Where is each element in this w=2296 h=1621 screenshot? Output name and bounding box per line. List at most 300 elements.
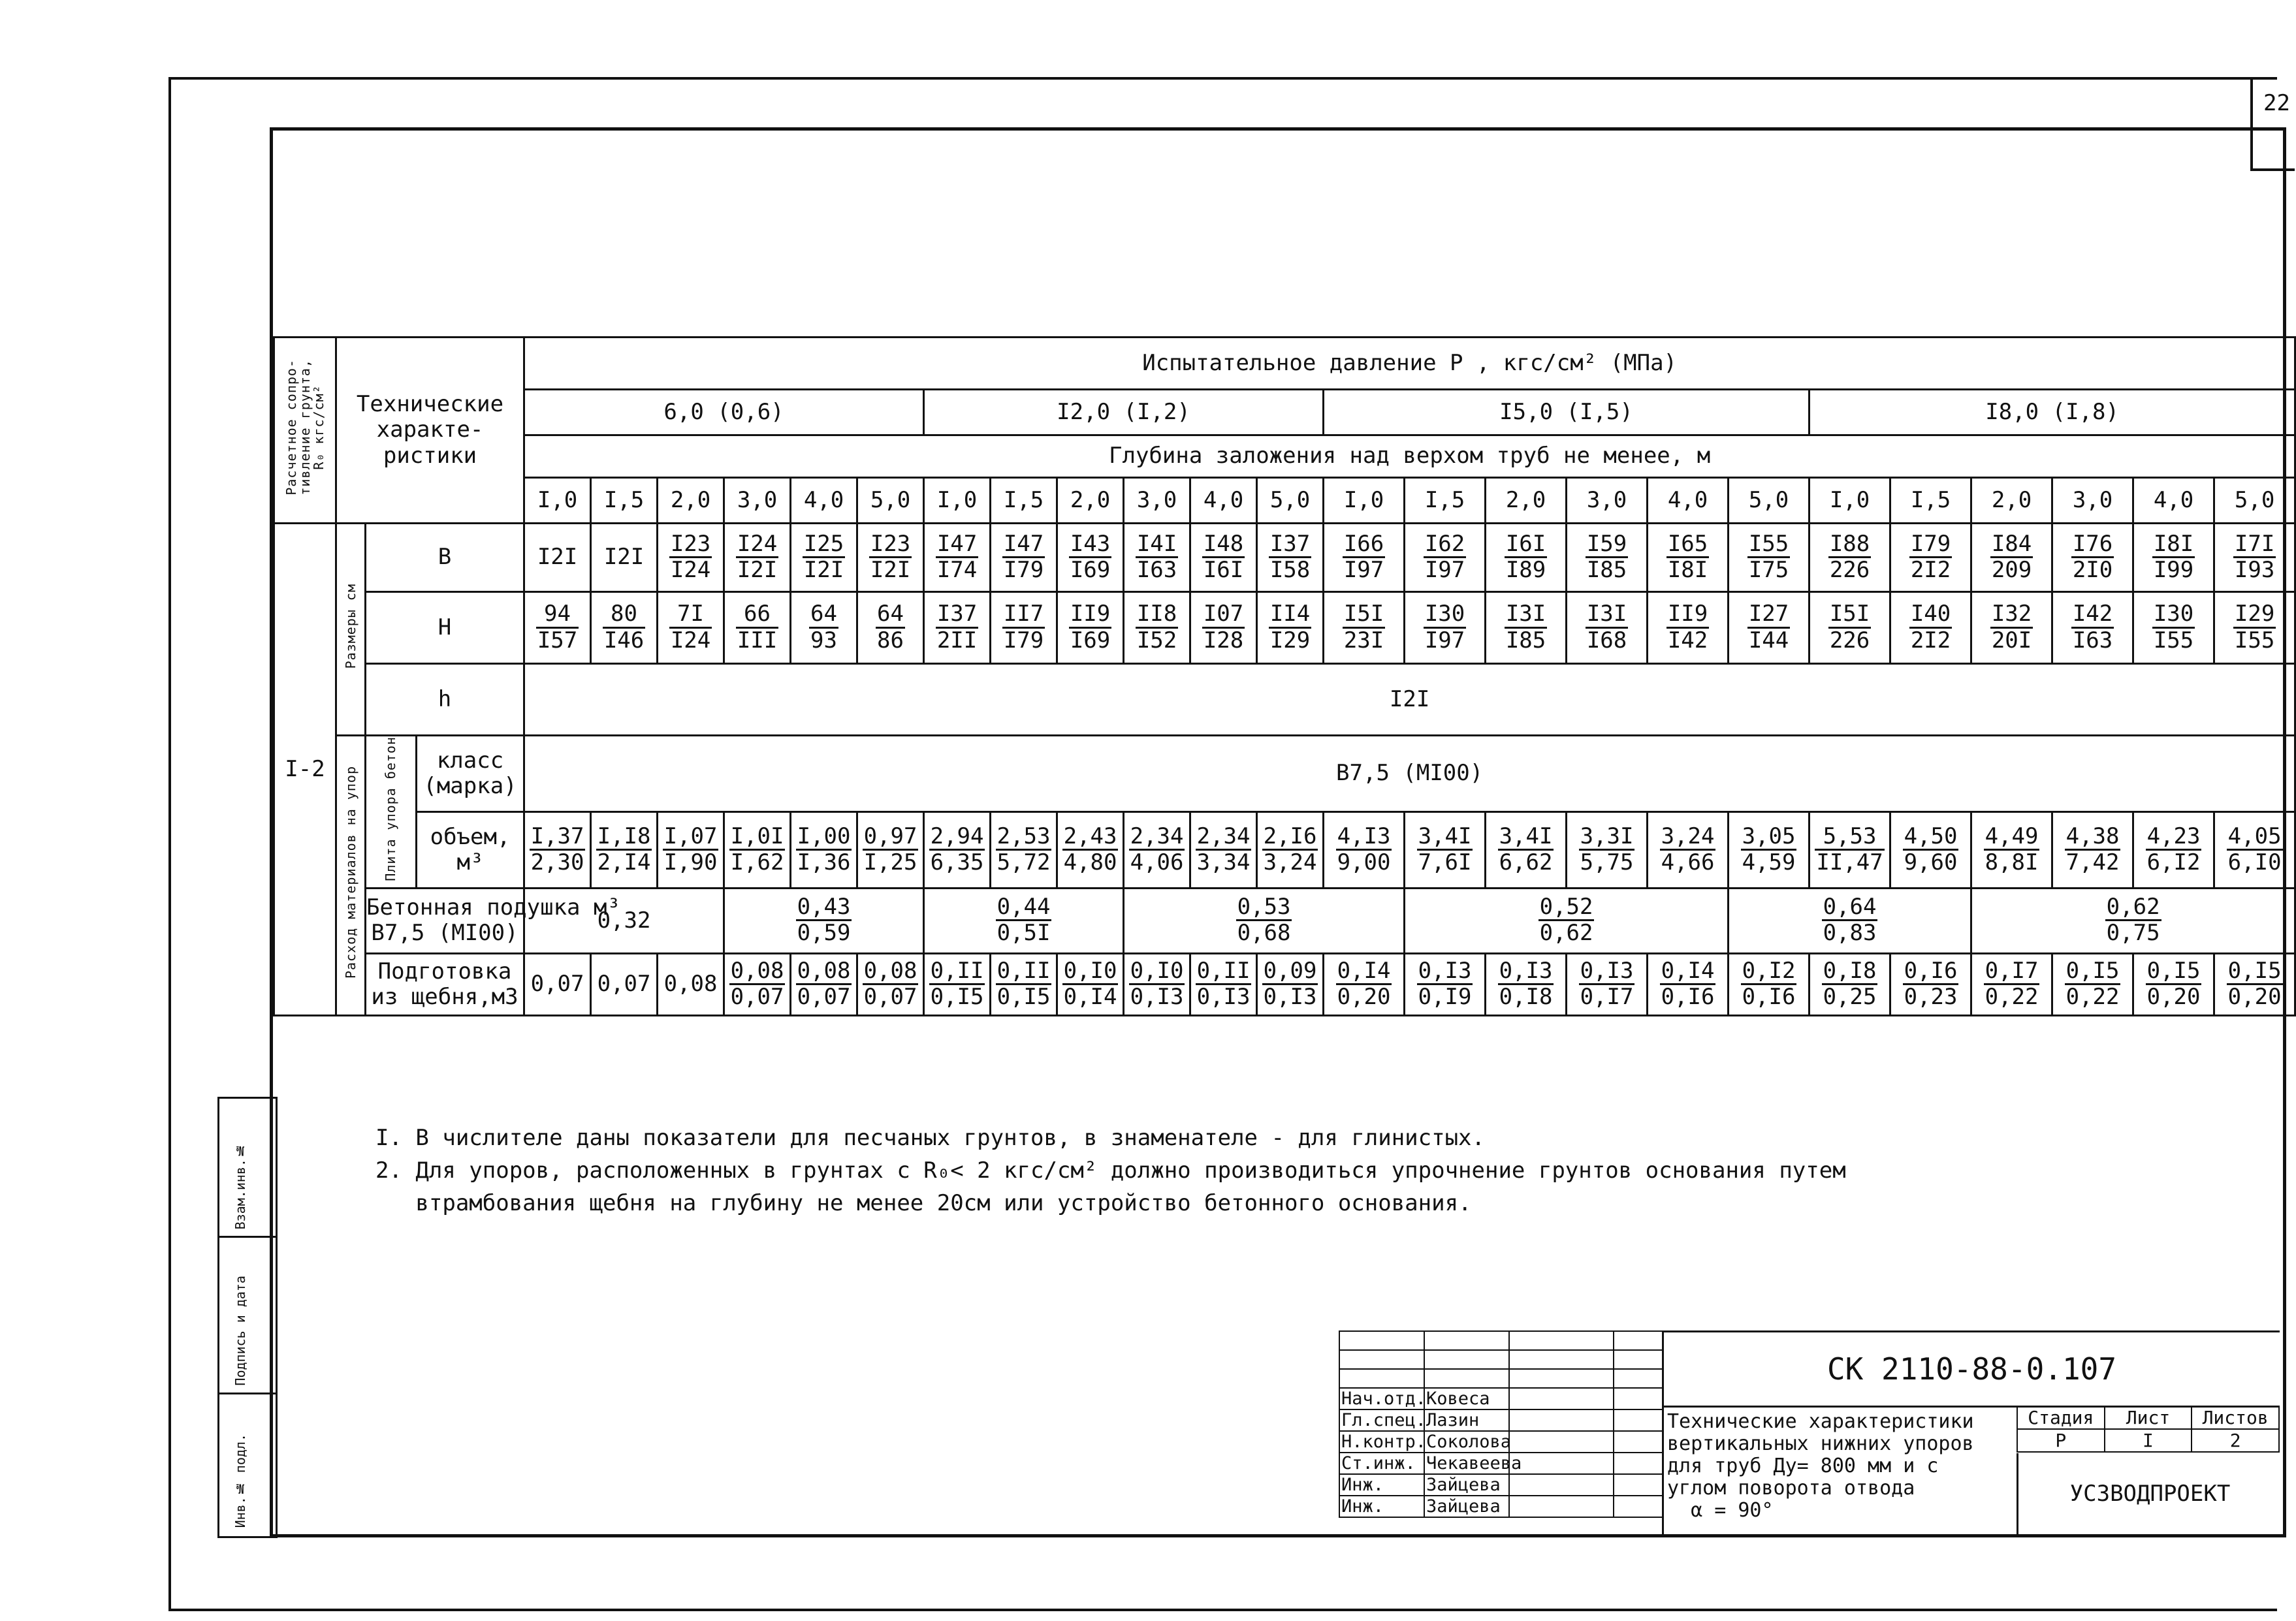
denominator: I,25 <box>863 849 917 875</box>
numerator: 0,I2 <box>1741 959 1797 985</box>
pressure-group-3: I8,0 (I,8) <box>1810 390 2295 435</box>
numerator: I,I8 <box>596 825 652 851</box>
depth-title: Глубина заложения над верхом труб не менее, м <box>524 435 2295 478</box>
fraction <box>1909 532 1952 583</box>
stamp-date <box>1614 1453 1663 1474</box>
denominator: 0,23 <box>1904 983 1958 1010</box>
stage-sheet-table <box>2017 1406 2280 1453</box>
denominator: 2II <box>936 627 978 653</box>
stamp-blank <box>1424 1369 1509 1388</box>
stamp-date <box>1614 1474 1663 1496</box>
materials-group <box>336 736 366 1016</box>
denominator: 0,62 <box>1539 920 1593 947</box>
denominator: I42 <box>1667 627 1708 653</box>
fraction <box>936 602 978 653</box>
numerator: 2,43 <box>1062 825 1119 851</box>
stamp-name: Лазин <box>1424 1409 1509 1431</box>
fraction <box>1202 602 1245 653</box>
numerator: 94 <box>536 602 579 628</box>
numerator: 0,I5 <box>2065 959 2121 985</box>
denominator: I93 <box>2234 557 2275 584</box>
denominator: 0,I6 <box>1742 983 1796 1010</box>
H-cell-8 <box>1057 592 1124 664</box>
B-cell-17 <box>1729 524 1810 592</box>
denominator: 0,20 <box>1337 983 1391 1010</box>
numerator: I25 <box>803 532 845 558</box>
depth-21: 3,0 <box>2052 478 2133 524</box>
table-row <box>274 592 2295 664</box>
gravel-cell-18 <box>1810 953 1890 1015</box>
numerator: I66 <box>1343 532 1385 558</box>
fraction <box>736 602 778 653</box>
B-cell-12 <box>1324 524 1405 592</box>
bedding-cell-6 <box>1971 888 2295 953</box>
fraction <box>1424 602 1466 653</box>
gravel-cell-10 <box>1190 953 1257 1015</box>
numerator: II9 <box>1069 602 1111 628</box>
stamp-signature <box>1509 1496 1614 1517</box>
numerator: I29 <box>2233 602 2276 628</box>
denominator: 23I <box>1343 627 1384 653</box>
fraction <box>1269 602 1311 653</box>
numerator: 0,II <box>1196 959 1252 985</box>
depth-5: 5,0 <box>857 478 924 524</box>
H-cell-13 <box>1405 592 1486 664</box>
sheets-label: Листов <box>2192 1406 2279 1429</box>
numerator: 0,97 <box>863 825 919 851</box>
depth-23: 5,0 <box>2214 478 2295 524</box>
denominator: I46 <box>603 627 645 653</box>
fraction <box>1747 532 1790 583</box>
fraction <box>729 959 786 1010</box>
H-cell-1 <box>591 592 658 664</box>
B-cell-8 <box>1057 524 1124 592</box>
denominator: 9,60 <box>1904 849 1958 875</box>
H-cell-15 <box>1567 592 1648 664</box>
H-cell-7 <box>991 592 1057 664</box>
numerator: I5I <box>1828 602 1871 628</box>
denominator: 4,80 <box>1063 849 1117 875</box>
notes <box>375 1122 1846 1220</box>
volume-cell-7 <box>991 811 1057 888</box>
denominator: 226 <box>1829 557 1870 584</box>
fraction <box>1666 602 1709 653</box>
numerator: 5,53 <box>1815 825 1884 851</box>
depth-17: 5,0 <box>1729 478 1810 524</box>
fraction <box>996 895 1052 946</box>
numerator: I59 <box>1586 532 1628 558</box>
note-3: втрамбования щебня на глубину не менее 20см или устройство бетонного основания. <box>375 1190 1472 1216</box>
depth-22: 4,0 <box>2133 478 2214 524</box>
B-cell-4 <box>791 524 857 592</box>
denominator: 20I <box>1991 627 2032 653</box>
denominator: I97 <box>1343 557 1384 584</box>
numerator: I30 <box>1424 602 1466 628</box>
H-cell-22 <box>2133 592 2214 664</box>
fraction <box>1129 825 1185 875</box>
denominator: I58 <box>1269 557 1311 584</box>
numerator: 4,05 <box>2227 825 2283 851</box>
denominator: II,47 <box>1816 849 1883 875</box>
gravel-cell-2: 0,08 <box>658 953 724 1015</box>
numerator: I,37 <box>530 825 586 851</box>
numerator: 2,34 <box>1129 825 1185 851</box>
numerator: 0,08 <box>863 959 919 985</box>
volume-cell-9 <box>1124 811 1190 888</box>
depth-8: 2,0 <box>1057 478 1124 524</box>
tech-header: Технические характе- ристики <box>336 338 524 524</box>
fraction <box>1417 825 1473 875</box>
stamp-signature <box>1509 1431 1614 1453</box>
side-label-inventory: Инв.№ подл. <box>232 1433 248 1528</box>
fraction <box>2152 532 2195 583</box>
numerator: I88 <box>1828 532 1871 558</box>
numerator: 4,I3 <box>1336 825 1392 851</box>
numerator: I8I <box>2152 532 2195 558</box>
gravel-cell-15 <box>1567 953 1648 1015</box>
fraction <box>863 959 919 1010</box>
denominator: 209 <box>1991 557 2032 584</box>
fraction <box>996 825 1052 875</box>
fraction <box>2227 959 2283 1010</box>
stage-value: Р <box>2017 1429 2105 1452</box>
denominator: I28 <box>1203 627 1244 653</box>
denominator: 0,I7 <box>1580 983 1634 1010</box>
fraction <box>1984 825 2040 875</box>
gravel-cell-17 <box>1729 953 1810 1015</box>
fraction <box>1903 825 1959 875</box>
side-strip <box>217 1097 278 1538</box>
denominator: 5,75 <box>1580 849 1634 875</box>
fraction <box>1196 959 1252 1010</box>
document-code: СК 2110-88-0.107 <box>1664 1332 2280 1408</box>
bedding-cell-1 <box>724 888 924 953</box>
volume-cell-8 <box>1057 811 1124 888</box>
denominator: 6,35 <box>930 849 984 875</box>
numerator: I6I <box>1505 532 1547 558</box>
stamp-date <box>1614 1431 1663 1453</box>
denominator: 2I2 <box>1910 627 1951 653</box>
depth-7: I,5 <box>991 478 1057 524</box>
stage-label: Стадия <box>2017 1406 2105 1429</box>
organization: УСЗВОДПРОЕКТ <box>2017 1453 2282 1535</box>
volume-cell-22 <box>2133 811 2214 888</box>
gravel-cell-20 <box>1971 953 2052 1015</box>
volume-cell-15 <box>1567 811 1648 888</box>
h-value: I2I <box>524 664 2295 736</box>
volume-cell-5 <box>857 811 924 888</box>
fraction <box>729 825 786 875</box>
fraction <box>869 532 912 583</box>
fraction <box>1579 825 1635 875</box>
fraction <box>596 825 652 875</box>
table-row <box>274 811 2295 888</box>
numerator: 3,4I <box>1417 825 1473 851</box>
numerator: I4I <box>1136 532 1178 558</box>
numerator: 0,08 <box>729 959 786 985</box>
B-cell-22 <box>2133 524 2214 592</box>
H-cell-19 <box>1890 592 1971 664</box>
numerator: I42 <box>2071 602 2114 628</box>
sheet-value: I <box>2105 1429 2192 1452</box>
table-row <box>274 478 2295 524</box>
fraction <box>1666 532 1709 583</box>
volume-cell-23 <box>2214 811 2295 888</box>
gravel-cell-11 <box>1257 953 1324 1015</box>
denominator: I24 <box>670 627 711 653</box>
fraction <box>1069 602 1111 653</box>
fraction <box>663 825 719 875</box>
stamp-date <box>1614 1388 1663 1409</box>
denominator: 6,62 <box>1499 849 1553 875</box>
numerator: 4,38 <box>2065 825 2121 851</box>
gravel-cell-13 <box>1405 953 1486 1015</box>
volume-cell-14 <box>1486 811 1567 888</box>
numerator: 0,II <box>996 959 1052 985</box>
fraction <box>1336 825 1392 875</box>
numerator: 2,53 <box>996 825 1052 851</box>
table-row <box>274 338 2295 390</box>
side-label-signature: Подпись и дата <box>232 1276 248 1386</box>
numerator: 0,I4 <box>1336 959 1392 985</box>
materials-group-text: Расход материалов на упор <box>342 766 359 979</box>
fraction <box>603 602 645 653</box>
fraction <box>1539 895 1595 946</box>
row-label-h: h <box>366 664 524 736</box>
side-cell-signature <box>219 1236 276 1394</box>
fraction <box>2065 825 2121 875</box>
volume-cell-11 <box>1257 811 1324 888</box>
denominator: 0,I5 <box>930 983 984 1010</box>
fraction <box>1741 825 1797 875</box>
gravel-cell-14 <box>1486 953 1567 1015</box>
numerator: I,00 <box>796 825 852 851</box>
numerator: II8 <box>1136 602 1178 628</box>
gravel-cell-4 <box>791 953 857 1015</box>
volume-cell-20 <box>1971 811 2052 888</box>
denominator: 0,20 <box>2227 983 2282 1010</box>
B-cell-6 <box>924 524 991 592</box>
denominator: I69 <box>1070 627 1111 653</box>
numerator: 3,24 <box>1660 825 1716 851</box>
denominator: 0,I6 <box>1661 983 1715 1010</box>
numerator: I40 <box>1909 602 1952 628</box>
numerator: 64 <box>876 602 905 628</box>
pressure-group-0: 6,0 (0,6) <box>524 390 924 435</box>
numerator: I37 <box>1269 532 1311 558</box>
fraction <box>1903 959 1959 1010</box>
B-cell-3 <box>724 524 791 592</box>
numerator: 0,08 <box>796 959 852 985</box>
H-cell-17 <box>1729 592 1810 664</box>
denominator: 0,5I <box>997 920 1051 947</box>
denominator: I8I <box>1667 557 1708 584</box>
sheets-value: 2 <box>2192 1429 2279 1452</box>
volume-cell-19 <box>1890 811 1971 888</box>
denominator: I6I <box>1203 557 1244 584</box>
fraction <box>669 532 712 583</box>
fraction <box>1505 602 1547 653</box>
depth-11: 5,0 <box>1257 478 1324 524</box>
denominator: I85 <box>1505 627 1546 653</box>
denominator: I52 <box>1136 627 1177 653</box>
denominator: 4,06 <box>1130 849 1184 875</box>
bedding-cell-4 <box>1405 888 1729 953</box>
volume-cell-0 <box>524 811 591 888</box>
gravel-cell-7 <box>991 953 1057 1015</box>
fraction <box>2071 602 2114 653</box>
stamp-blank <box>1424 1331 1509 1350</box>
gravel-cell-21 <box>2052 953 2133 1015</box>
numerator: 0,52 <box>1539 895 1595 921</box>
stamp-signature <box>1509 1453 1614 1474</box>
table-row <box>274 888 2295 953</box>
numerator: 3,05 <box>1741 825 1797 851</box>
bedding-cell-5 <box>1729 888 1971 953</box>
depth-10: 4,0 <box>1190 478 1257 524</box>
numerator: 0,I8 <box>1822 959 1878 985</box>
stamp-blank <box>1509 1369 1614 1388</box>
bedding-cell-3 <box>1124 888 1405 953</box>
numerator: 3,3I <box>1579 825 1635 851</box>
numerator: 0,I7 <box>1984 959 2040 985</box>
resistance-header <box>274 338 336 524</box>
denominator: 2I2 <box>1910 557 1951 584</box>
denominator: I79 <box>1003 557 1044 584</box>
depth-4: 4,0 <box>791 478 857 524</box>
fraction <box>1822 959 1878 1010</box>
denominator: I69 <box>1070 557 1111 584</box>
denominator: I63 <box>1136 557 1177 584</box>
B-cell-1: I2I <box>591 524 658 592</box>
B-cell-18 <box>1810 524 1890 592</box>
denominator: 3,34 <box>1196 849 1251 875</box>
denominator: 8,8I <box>1985 849 2039 875</box>
fraction <box>1828 532 1871 583</box>
fraction <box>1002 602 1045 653</box>
gravel-cell-3 <box>724 953 791 1015</box>
depth-0: I,0 <box>524 478 591 524</box>
H-cell-14 <box>1486 592 1567 664</box>
stamp-signature <box>1509 1474 1614 1496</box>
volume-cell-17 <box>1729 811 1810 888</box>
stamp-role: Ст.инж. <box>1339 1453 1424 1474</box>
B-cell-14 <box>1486 524 1567 592</box>
stamp-date <box>1614 1409 1663 1431</box>
fraction <box>1002 532 1045 583</box>
H-cell-0 <box>524 592 591 664</box>
volume-cell-21 <box>2052 811 2133 888</box>
H-cell-23 <box>2214 592 2295 664</box>
stamp-blank <box>1424 1350 1509 1369</box>
volume-cell-3 <box>724 811 791 888</box>
table-row <box>274 664 2295 736</box>
denominator: 7,42 <box>2065 849 2120 875</box>
table-row <box>274 435 2295 478</box>
denominator: 0,I3 <box>1263 983 1317 1010</box>
fraction <box>2146 825 2202 875</box>
denominator: 5,72 <box>997 849 1051 875</box>
B-cell-16 <box>1648 524 1729 592</box>
fraction <box>1202 532 1245 583</box>
volume-cell-4 <box>791 811 857 888</box>
row-label-H: H <box>366 592 524 664</box>
denominator: I74 <box>936 557 978 584</box>
denominator: I2I <box>870 557 911 584</box>
denominator: 0,I4 <box>1063 983 1117 1010</box>
volume-cell-16 <box>1648 811 1729 888</box>
H-cell-20 <box>1971 592 2052 664</box>
B-cell-9 <box>1124 524 1190 592</box>
denominator: 0,22 <box>2065 983 2120 1010</box>
numerator: 4,49 <box>1984 825 2040 851</box>
numerator: 0,I3 <box>1579 959 1635 985</box>
denominator: 0,75 <box>2106 920 2160 947</box>
fraction <box>1828 602 1871 653</box>
depth-12: I,0 <box>1324 478 1405 524</box>
soil-value: I-2 <box>274 524 336 1016</box>
gravel-cell-9 <box>1124 953 1190 1015</box>
fraction <box>1990 602 2033 653</box>
depth-18: I,0 <box>1810 478 1890 524</box>
numerator: 0,43 <box>796 895 852 921</box>
denominator: I2I <box>803 557 844 584</box>
numerator: 0,44 <box>996 895 1052 921</box>
fraction <box>1660 959 1716 1010</box>
fraction <box>2227 825 2283 875</box>
denominator: I44 <box>1748 627 1789 653</box>
denominator: 0,83 <box>1823 920 1877 947</box>
pressure-group-2: I5,0 (I,5) <box>1324 390 1810 435</box>
denominator: I68 <box>1586 627 1627 653</box>
H-cell-4 <box>791 592 857 664</box>
title-block-main <box>1662 1330 2280 1535</box>
row-label-bedding: Бетонная подушка м³ B7,5 (MI00) <box>366 888 524 953</box>
fraction <box>796 959 852 1010</box>
denominator: I55 <box>2234 627 2275 653</box>
numerator: I32 <box>1990 602 2033 628</box>
side-label-replacement: Взам.инв.№ <box>232 1142 248 1229</box>
numerator: I55 <box>1747 532 1790 558</box>
fraction <box>1505 532 1547 583</box>
fraction <box>1741 959 1797 1010</box>
stamp-name: Зайцева <box>1424 1496 1509 1517</box>
numerator: 0,I6 <box>1903 959 1959 985</box>
denominator: I85 <box>1586 557 1627 584</box>
B-cell-0: I2I <box>524 524 591 592</box>
B-cell-15 <box>1567 524 1648 592</box>
stamp-name: Ковеса <box>1424 1388 1509 1409</box>
fraction <box>796 895 852 946</box>
H-cell-10 <box>1190 592 1257 664</box>
fraction <box>996 959 1052 1010</box>
numerator: I47 <box>1002 532 1045 558</box>
fraction <box>1136 602 1178 653</box>
gravel-cell-5 <box>857 953 924 1015</box>
numerator: I65 <box>1666 532 1709 558</box>
denominator: 2,30 <box>530 849 584 875</box>
stamp-blank <box>1339 1331 1424 1350</box>
volume-cell-18 <box>1810 811 1890 888</box>
depth-15: 3,0 <box>1567 478 1648 524</box>
denominator: I,62 <box>730 849 784 875</box>
B-cell-19 <box>1890 524 1971 592</box>
stamp-date <box>1614 1496 1663 1517</box>
volume-cell-2 <box>658 811 724 888</box>
numerator: 0,I0 <box>1129 959 1185 985</box>
denominator: I57 <box>537 627 578 653</box>
denominator: I97 <box>1424 627 1465 653</box>
